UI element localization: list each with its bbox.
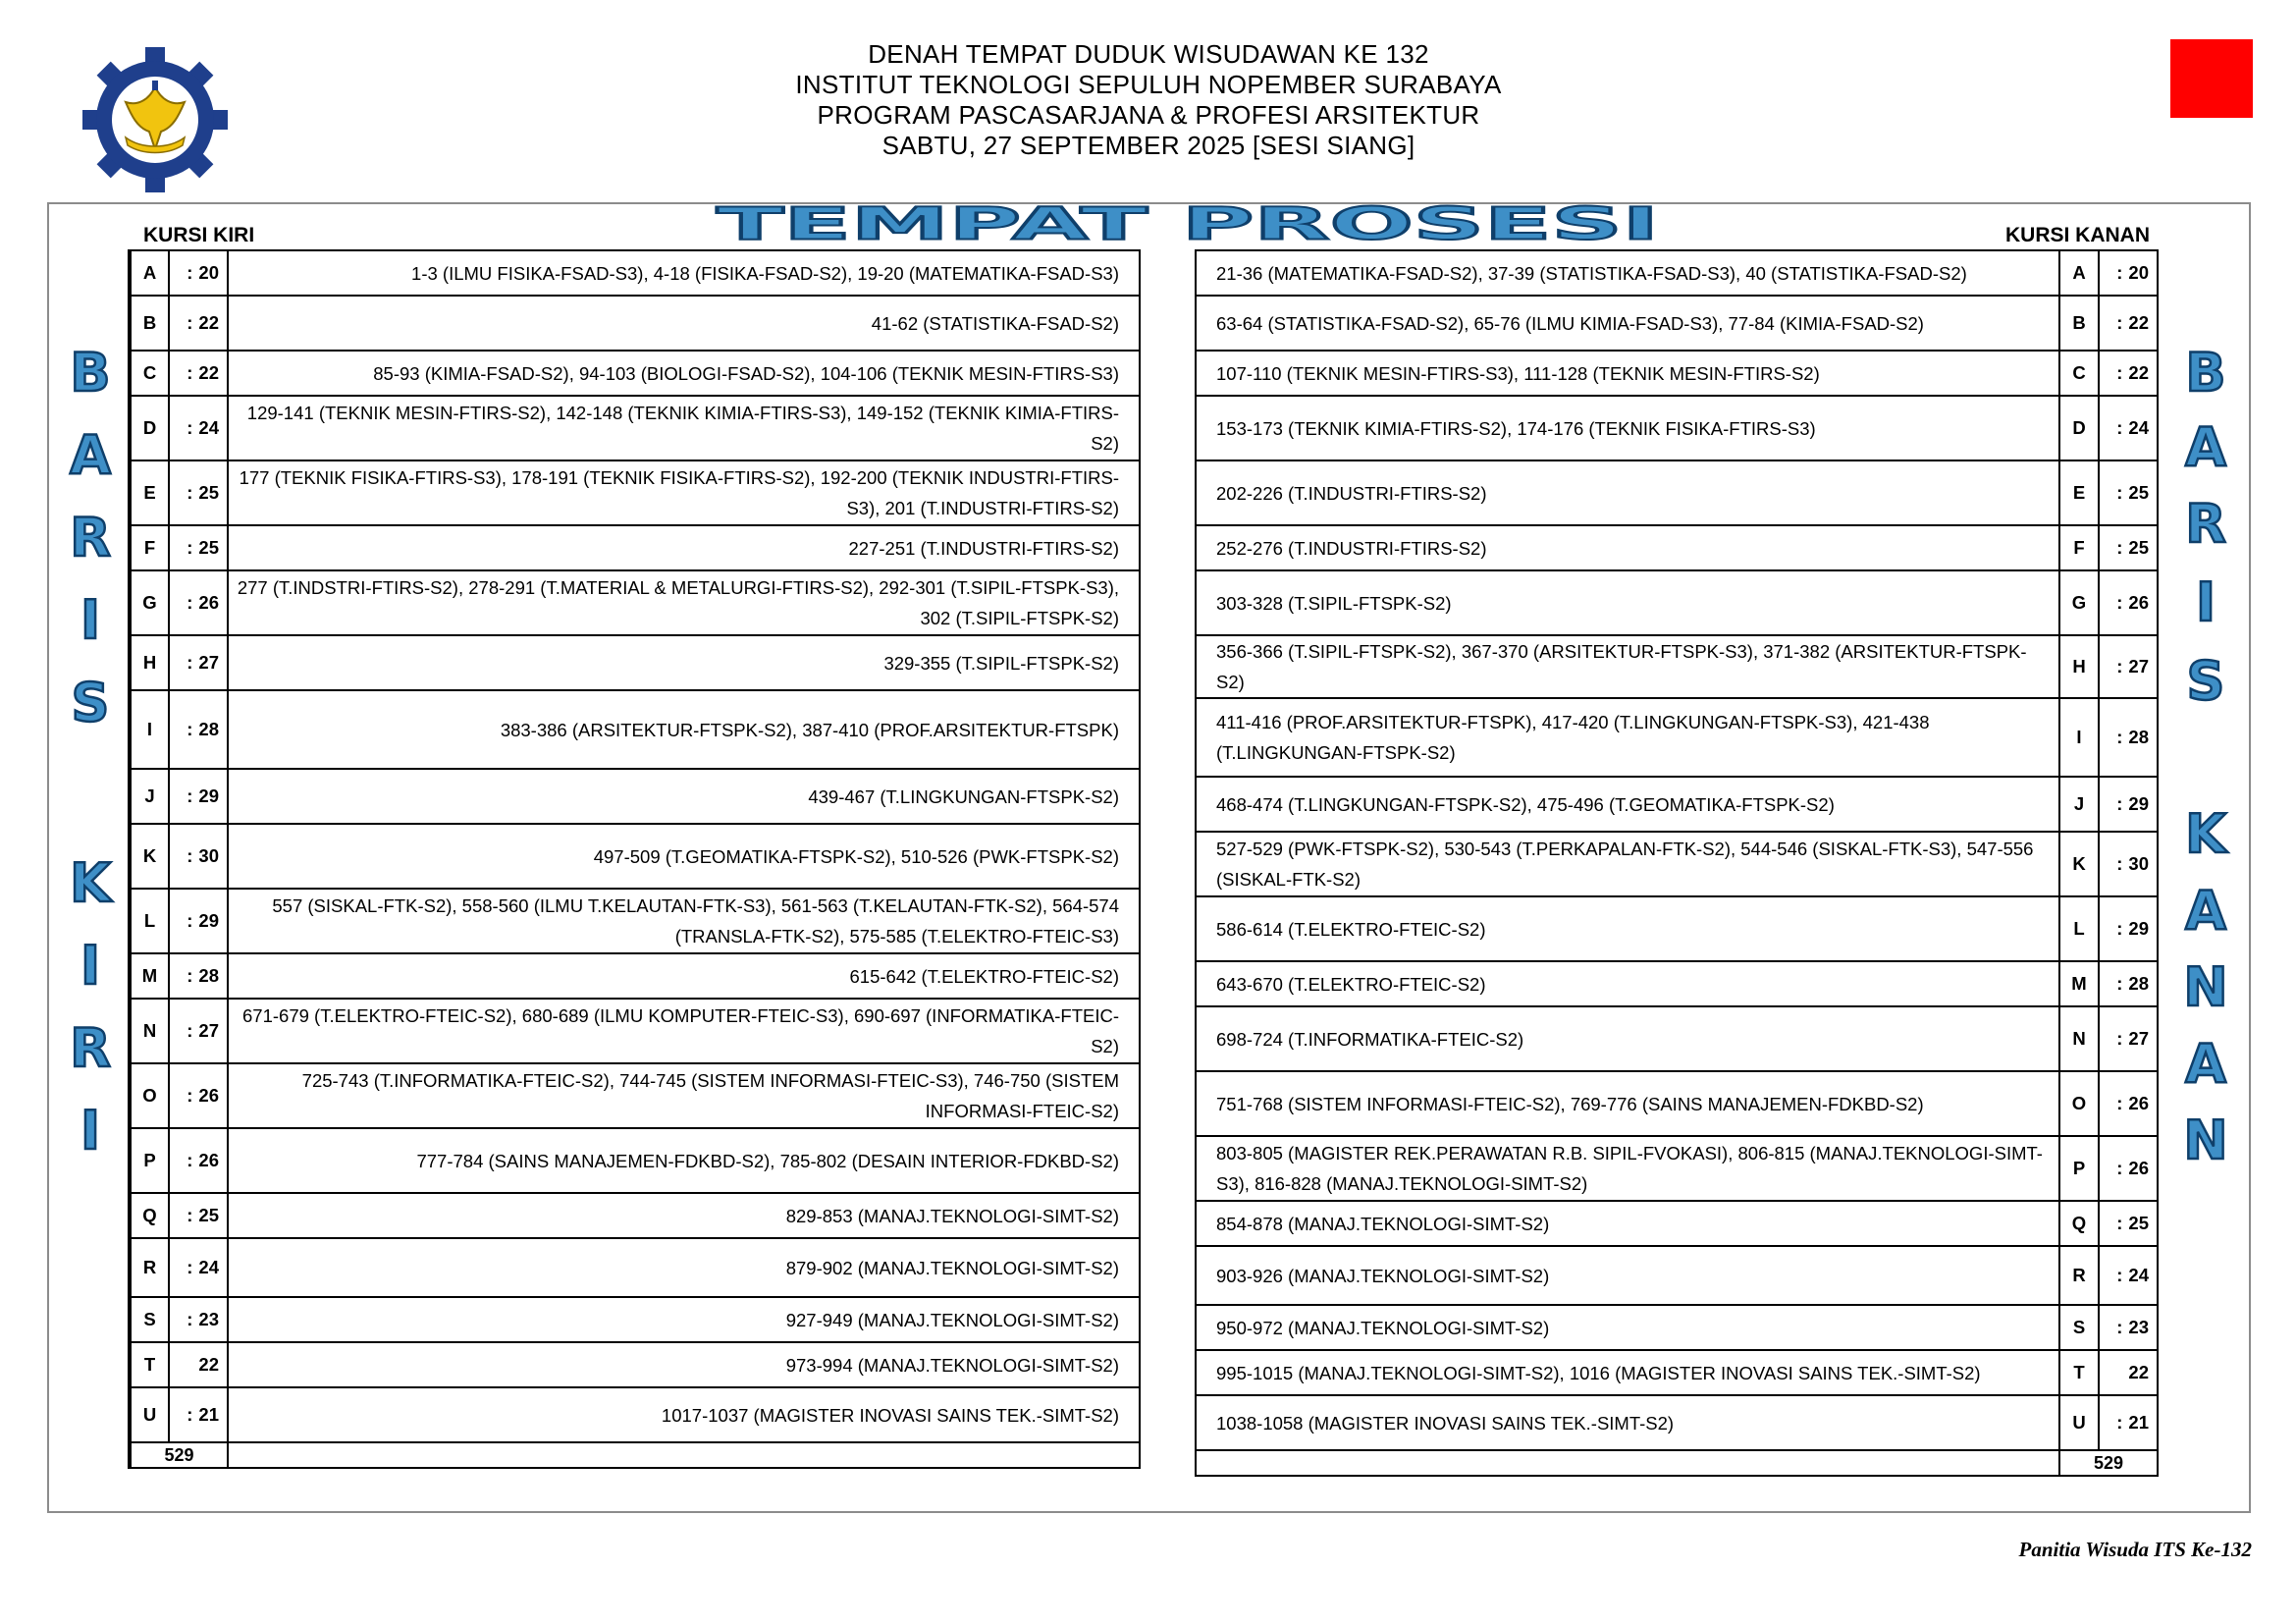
seat-row-i	[1196, 698, 2158, 777]
colon-separator: :	[187, 845, 193, 866]
seat-count-value: 28	[2128, 973, 2149, 994]
row-letter: Q	[2059, 1201, 2099, 1246]
row-seat-count	[2099, 1395, 2158, 1450]
seat-count-value: 29	[2128, 793, 2149, 814]
colon-separator: :	[187, 1309, 193, 1329]
seat-row-d	[1196, 396, 2158, 460]
row-seat-description: 698-724 (T.INFORMATIKA-FTEIC-S2)	[1196, 1006, 2059, 1071]
row-seat-description: 41-62 (STATISTIKA-FSAD-S2)	[228, 296, 1140, 351]
row-letter: F	[2059, 525, 2099, 570]
seat-row-a	[1196, 250, 2158, 296]
row-seat-count	[169, 824, 228, 889]
total-row	[1196, 1450, 2158, 1476]
row-seat-count	[169, 889, 228, 953]
vertical-letter: N	[2183, 956, 2228, 1018]
seat-row-t	[130, 1342, 1140, 1387]
row-letter: T	[130, 1342, 169, 1387]
row-seat-description: 829-853 (MANAJ.TEKNOLOGI-SIMT-S2)	[228, 1193, 1140, 1238]
its-logo-icon	[80, 45, 230, 194]
row-seat-description: 903-926 (MANAJ.TEKNOLOGI-SIMT-S2)	[1196, 1246, 2059, 1305]
seat-count-value: 22	[198, 362, 219, 383]
row-seat-count	[169, 999, 228, 1063]
seat-count-value: 28	[198, 965, 219, 986]
row-letter: G	[130, 570, 169, 635]
seat-count-value: 22	[2128, 312, 2149, 333]
colon-separator: :	[2116, 727, 2123, 747]
seat-row-q	[1196, 1201, 2158, 1246]
row-letter: K	[130, 824, 169, 889]
seat-row-n	[1196, 1006, 2158, 1071]
seat-count-value: 22	[2128, 362, 2149, 383]
row-seat-count	[2099, 1246, 2158, 1305]
row-seat-count	[2099, 896, 2158, 961]
seat-count-value: 23	[198, 1309, 219, 1329]
seat-row-g	[130, 570, 1140, 635]
row-seat-count	[169, 953, 228, 999]
row-seat-description: 383-386 (ARSITEKTUR-FTSPK-S2), 387-410 (PROF.ARSITEKTUR-FTSPK)	[228, 690, 1140, 769]
row-seat-description: 927-949 (MANAJ.TEKNOLOGI-SIMT-S2)	[228, 1297, 1140, 1342]
row-seat-description: 854-878 (MANAJ.TEKNOLOGI-SIMT-S2)	[1196, 1201, 2059, 1246]
seat-row-l	[130, 889, 1140, 953]
colon-separator: :	[2116, 656, 2123, 677]
colon-separator: :	[187, 482, 193, 503]
row-seat-description: 725-743 (T.INFORMATIKA-FTEIC-S2), 744-745 (SISTEM INFORMASI-FTEIC-S3), 746-750 (SISTEM INFORMASI-FTEIC-S2)	[228, 1063, 1140, 1128]
row-seat-count	[2099, 698, 2158, 777]
kursi-kiri-label: KURSI KIRI	[143, 224, 255, 246]
seat-count-value: 29	[198, 910, 219, 931]
seat-row-c	[1196, 351, 2158, 396]
seat-count-value: 26	[2128, 592, 2149, 613]
row-letter: C	[130, 351, 169, 396]
row-seat-description: 586-614 (T.ELEKTRO-FTEIC-S2)	[1196, 896, 2059, 961]
row-seat-count	[169, 1342, 228, 1387]
row-letter: U	[2059, 1395, 2099, 1450]
row-seat-description: 497-509 (T.GEOMATIKA-FTSPK-S2), 510-526 (PWK-FTSPK-S2)	[228, 824, 1140, 889]
vertical-letter: R	[70, 1017, 111, 1079]
colon-separator: :	[2116, 973, 2123, 994]
colon-separator: :	[2116, 592, 2123, 613]
colon-separator: :	[2116, 537, 2123, 558]
row-letter: G	[2059, 570, 2099, 635]
seat-row-q	[130, 1193, 1140, 1238]
total-row-empty-cell	[1196, 1450, 2059, 1476]
row-seat-description: 277 (T.INDSTRI-FTIRS-S2), 278-291 (T.MATERIAL & METALURGI-FTIRS-S2), 292-301 (T.SIPIL-FTSPK-S3), 302 (T.SIPIL-FTSPK-S2)	[228, 570, 1140, 635]
header-line-2: INSTITUT TEKNOLOGI SEPULUH NOPEMBER SURABAYA	[795, 70, 1502, 99]
row-seat-description: 1038-1058 (MAGISTER INOVASI SAINS TEK.-SIMT-S2)	[1196, 1395, 2059, 1450]
seat-count-value: 23	[2128, 1317, 2149, 1337]
vertical-letter: S	[2186, 650, 2225, 712]
colon-separator: :	[2116, 417, 2123, 438]
row-seat-count	[2099, 777, 2158, 832]
vertical-letter: K	[70, 852, 111, 914]
seat-row-o	[130, 1063, 1140, 1128]
row-letter: R	[130, 1238, 169, 1297]
colon-separator: :	[2116, 793, 2123, 814]
row-letter: U	[130, 1387, 169, 1442]
vertical-letter: I	[80, 589, 101, 651]
row-seat-count	[2099, 1136, 2158, 1201]
row-seat-count	[169, 250, 228, 296]
colon-separator: :	[187, 910, 193, 931]
seat-count-value: 24	[2128, 1265, 2149, 1285]
seat-row-m	[1196, 961, 2158, 1006]
vertical-letter: B	[2185, 342, 2226, 404]
seat-row-k	[130, 824, 1140, 889]
row-seat-description: 227-251 (T.INDUSTRI-FTIRS-S2)	[228, 525, 1140, 570]
colon-separator: :	[2116, 262, 2123, 283]
row-seat-count	[2099, 832, 2158, 896]
row-seat-count	[169, 1128, 228, 1193]
row-letter: M	[130, 953, 169, 999]
row-seat-description: 973-994 (MANAJ.TEKNOLOGI-SIMT-S2)	[228, 1342, 1140, 1387]
seat-count-value: 25	[2128, 482, 2149, 503]
row-seat-count	[2099, 460, 2158, 525]
seat-row-p	[130, 1128, 1140, 1193]
row-seat-count	[2099, 570, 2158, 635]
vertical-letter: B	[70, 342, 111, 404]
row-seat-description: 1-3 (ILMU FISIKA-FSAD-S3), 4-18 (FISIKA-FSAD-S2), 19-20 (MATEMATIKA-FSAD-S3)	[228, 250, 1140, 296]
colon-separator: :	[2116, 312, 2123, 333]
row-seat-count	[169, 460, 228, 525]
seat-row-r	[130, 1238, 1140, 1297]
colon-separator: :	[187, 362, 193, 383]
row-letter: J	[2059, 777, 2099, 832]
document-header	[550, 39, 1747, 161]
row-seat-description: 202-226 (T.INDUSTRI-FTIRS-S2)	[1196, 460, 2059, 525]
red-marker-square	[2170, 39, 2253, 118]
seat-count-value: 24	[198, 1257, 219, 1277]
row-seat-count	[169, 1297, 228, 1342]
total-seat-count: 529	[130, 1442, 228, 1468]
colon-separator: :	[2116, 1028, 2123, 1049]
row-letter: F	[130, 525, 169, 570]
row-letter: J	[130, 769, 169, 824]
row-letter: S	[2059, 1305, 2099, 1350]
seat-row-f	[130, 525, 1140, 570]
seat-row-j	[1196, 777, 2158, 832]
row-letter: S	[130, 1297, 169, 1342]
row-seat-description: 411-416 (PROF.ARSITEKTUR-FTSPK), 417-420 (T.LINGKUNGAN-FTSPK-S3), 421-438 (T.LINGKUNGAN-FTSPK-S2)	[1196, 698, 2059, 777]
seat-row-e	[130, 460, 1140, 525]
row-seat-count	[169, 296, 228, 351]
row-seat-count	[2099, 1305, 2158, 1350]
row-seat-count	[169, 1387, 228, 1442]
colon-separator: :	[2116, 918, 2123, 939]
row-seat-description: 803-805 (MAGISTER REK.PERAWATAN R.B. SIPIL-FVOKASI), 806-815 (MANAJ.TEKNOLOGI-SIMT-S3), 816-828 (MANAJ.TEKNOLOGI-SIMT-S2)	[1196, 1136, 2059, 1201]
row-seat-count	[2099, 1006, 2158, 1071]
seat-count-value: 21	[2128, 1412, 2149, 1433]
seat-count-value: 26	[2128, 1158, 2149, 1178]
row-seat-description: 107-110 (TEKNIK MESIN-FTIRS-S3), 111-128 (TEKNIK MESIN-FTIRS-S2)	[1196, 351, 2059, 396]
seat-count-value: 29	[198, 785, 219, 806]
row-seat-count	[2099, 1201, 2158, 1246]
row-seat-count	[169, 1063, 228, 1128]
row-letter: M	[2059, 961, 2099, 1006]
seat-row-b	[1196, 296, 2158, 351]
seat-count-value: 25	[2128, 537, 2149, 558]
vertical-letter: N	[2183, 1110, 2228, 1171]
seat-row-o	[1196, 1071, 2158, 1136]
seat-count-value: 24	[198, 417, 219, 438]
seat-row-p	[1196, 1136, 2158, 1201]
row-seat-description: 63-64 (STATISTIKA-FSAD-S2), 65-76 (ILMU KIMIA-FSAD-S3), 77-84 (KIMIA-FSAD-S2)	[1196, 296, 2059, 351]
seat-count-value: 25	[198, 482, 219, 503]
seat-row-h	[1196, 635, 2158, 698]
row-seat-description: 995-1015 (MANAJ.TEKNOLOGI-SIMT-S2), 1016 (MAGISTER INOVASI SAINS TEK.-SIMT-S2)	[1196, 1350, 2059, 1395]
seat-count-value: 20	[198, 262, 219, 283]
row-seat-count	[2099, 1350, 2158, 1395]
total-row	[130, 1442, 1140, 1468]
seat-count-value: 29	[2128, 918, 2149, 939]
colon-separator: :	[2116, 482, 2123, 503]
row-letter: I	[2059, 698, 2099, 777]
seat-count-value: 30	[2128, 853, 2149, 874]
seat-count-value: 25	[2128, 1213, 2149, 1233]
row-seat-count	[169, 570, 228, 635]
colon-separator: :	[187, 652, 193, 673]
row-letter: N	[2059, 1006, 2099, 1071]
colon-separator: :	[2116, 1265, 2123, 1285]
row-letter: L	[130, 889, 169, 953]
row-letter: P	[2059, 1136, 2099, 1201]
row-letter: E	[2059, 460, 2099, 525]
seat-count-value: 26	[198, 1085, 219, 1106]
colon-separator: :	[187, 785, 193, 806]
row-seat-description: 129-141 (TEKNIK MESIN-FTIRS-S2), 142-148 (TEKNIK KIMIA-FTIRS-S3), 149-152 (TEKNIK KIMIA-FTIRS-S2)	[228, 396, 1140, 460]
seat-count-value: 26	[198, 592, 219, 613]
seat-row-l	[1196, 896, 2158, 961]
row-seat-count	[2099, 635, 2158, 698]
row-seat-description: 879-902 (MANAJ.TEKNOLOGI-SIMT-S2)	[228, 1238, 1140, 1297]
colon-separator: :	[187, 312, 193, 333]
seat-count-value: 27	[198, 1020, 219, 1041]
seat-row-e	[1196, 460, 2158, 525]
colon-separator: :	[187, 1150, 193, 1170]
row-letter: Q	[130, 1193, 169, 1238]
colon-separator: :	[187, 1404, 193, 1425]
row-seat-description: 527-529 (PWK-FTSPK-S2), 530-543 (T.PERKAPALAN-FTK-S2), 544-546 (SISKAL-FTK-S3), 547-556 (SISKAL-FTK-S2)	[1196, 832, 2059, 896]
vertical-letter: R	[2185, 493, 2226, 555]
row-letter: P	[130, 1128, 169, 1193]
row-letter: B	[130, 296, 169, 351]
seat-count-value: 28	[198, 719, 219, 739]
row-seat-description: 252-276 (T.INDUSTRI-FTIRS-S2)	[1196, 525, 2059, 570]
seat-row-r	[1196, 1246, 2158, 1305]
row-seat-description: 177 (TEKNIK FISIKA-FTIRS-S3), 178-191 (TEKNIK FISIKA-FTIRS-S2), 192-200 (TEKNIK INDUSTRI-FTIRS-S3), 201 (T.INDUSTRI-FTIRS-S2)	[228, 460, 1140, 525]
row-seat-count	[169, 690, 228, 769]
seat-count-value: 22	[198, 1354, 219, 1375]
seat-row-d	[130, 396, 1140, 460]
seat-row-c	[130, 351, 1140, 396]
seat-row-t	[1196, 1350, 2158, 1395]
seat-row-u	[130, 1387, 1140, 1442]
seat-count-value: 26	[2128, 1093, 2149, 1113]
seat-row-s	[1196, 1305, 2158, 1350]
colon-separator: :	[2116, 1317, 2123, 1337]
row-letter: C	[2059, 351, 2099, 396]
header-line-1: DENAH TEMPAT DUDUK WISUDAWAN KE 132	[868, 39, 1429, 69]
row-letter: N	[130, 999, 169, 1063]
row-seat-count	[2099, 961, 2158, 1006]
seat-count-value: 27	[2128, 1028, 2149, 1049]
tempat-prosesi-text: TEMPAT PROSESI	[717, 198, 1659, 250]
left-seating-table	[128, 249, 1141, 1469]
colon-separator: :	[187, 262, 193, 283]
vertical-letter: A	[2185, 880, 2226, 942]
row-seat-description: 615-642 (T.ELEKTRO-FTEIC-S2)	[228, 953, 1140, 999]
row-seat-count	[2099, 250, 2158, 296]
seat-row-b	[130, 296, 1140, 351]
colon-separator: :	[2116, 853, 2123, 874]
colon-separator: :	[187, 1205, 193, 1225]
vertical-letter: I	[80, 1100, 101, 1162]
seat-row-k	[1196, 832, 2158, 896]
row-seat-count	[169, 769, 228, 824]
colon-separator: :	[2116, 1158, 2123, 1178]
seat-count-value: 20	[2128, 262, 2149, 283]
row-letter: A	[130, 250, 169, 296]
row-letter: A	[2059, 250, 2099, 296]
row-seat-description: 671-679 (T.ELEKTRO-FTEIC-S2), 680-689 (ILMU KOMPUTER-FTEIC-S3), 690-697 (INFORMATIKA-FTEIC-S2)	[228, 999, 1140, 1063]
row-seat-count	[169, 635, 228, 690]
row-seat-description: 643-670 (T.ELEKTRO-FTEIC-S2)	[1196, 961, 2059, 1006]
vertical-letter: I	[80, 935, 101, 997]
seat-row-g	[1196, 570, 2158, 635]
row-seat-count	[2099, 296, 2158, 351]
seat-count-value: 30	[198, 845, 219, 866]
row-letter: K	[2059, 832, 2099, 896]
seat-count-value: 27	[198, 652, 219, 673]
row-letter: H	[130, 635, 169, 690]
row-seat-description: 557 (SISKAL-FTK-S2), 558-560 (ILMU T.KELAUTAN-FTK-S3), 561-563 (T.KELAUTAN-FTK-S2), 564-574 (TRANSLA-FTK-S2), 575-585 (T.ELEKTRO-FTEIC-S3)	[228, 889, 1140, 953]
row-letter: O	[130, 1063, 169, 1128]
vertical-letter: K	[2185, 803, 2226, 865]
header-line-3: PROGRAM PASCASARJANA & PROFESI ARSITEKTUR	[817, 100, 1480, 130]
row-letter: D	[130, 396, 169, 460]
total-seat-count: 529	[2059, 1450, 2158, 1476]
row-seat-description: 950-972 (MANAJ.TEKNOLOGI-SIMT-S2)	[1196, 1305, 2059, 1350]
row-letter: T	[2059, 1350, 2099, 1395]
colon-separator: :	[187, 592, 193, 613]
row-letter: L	[2059, 896, 2099, 961]
row-seat-description: 329-355 (T.SIPIL-FTSPK-S2)	[228, 635, 1140, 690]
row-seat-count	[2099, 351, 2158, 396]
seat-count-value: 26	[198, 1150, 219, 1170]
row-seat-description: 153-173 (TEKNIK KIMIA-FTIRS-S2), 174-176 (TEKNIK FISIKA-FTIRS-S3)	[1196, 396, 2059, 460]
seat-row-a	[130, 250, 1140, 296]
seat-count-value: 22	[2128, 1362, 2149, 1382]
colon-separator: :	[2116, 1412, 2123, 1433]
seat-row-u	[1196, 1395, 2158, 1450]
row-seat-count	[169, 1238, 228, 1297]
row-letter: I	[130, 690, 169, 769]
vertical-letter: A	[2185, 1033, 2226, 1095]
colon-separator: :	[2116, 1093, 2123, 1113]
row-seat-description: 356-366 (T.SIPIL-FTSPK-S2), 367-370 (ARSITEKTUR-FTSPK-S3), 371-382 (ARSITEKTUR-FTSPK-S2)	[1196, 635, 2059, 698]
seat-row-m	[130, 953, 1140, 999]
row-letter: O	[2059, 1071, 2099, 1136]
seat-row-h	[130, 635, 1140, 690]
colon-separator: :	[187, 719, 193, 739]
vertical-letter: A	[70, 424, 111, 486]
colon-separator: :	[187, 965, 193, 986]
seat-count-value: 28	[2128, 727, 2149, 747]
footer-signature: Panitia Wisuda ITS Ke-132	[2018, 1538, 2252, 1561]
row-letter: E	[130, 460, 169, 525]
colon-separator: :	[187, 1020, 193, 1041]
row-letter: B	[2059, 296, 2099, 351]
row-seat-count	[2099, 525, 2158, 570]
colon-separator: :	[2116, 1213, 2123, 1233]
row-seat-description: 21-36 (MATEMATIKA-FSAD-S2), 37-39 (STATISTIKA-FSAD-S3), 40 (STATISTIKA-FSAD-S2)	[1196, 250, 2059, 296]
seat-row-n	[130, 999, 1140, 1063]
row-seat-description: 751-768 (SISTEM INFORMASI-FTEIC-S2), 769-776 (SAINS MANAJEMEN-FDKBD-S2)	[1196, 1071, 2059, 1136]
vertical-letter: I	[2195, 571, 2216, 633]
seat-row-f	[1196, 525, 2158, 570]
row-seat-count	[2099, 1071, 2158, 1136]
vertical-letter: R	[70, 507, 111, 568]
row-seat-count	[169, 351, 228, 396]
row-seat-description: 439-467 (T.LINGKUNGAN-FTSPK-S2)	[228, 769, 1140, 824]
row-seat-description: 1017-1037 (MAGISTER INOVASI SAINS TEK.-SIMT-S2)	[228, 1387, 1140, 1442]
row-letter: R	[2059, 1246, 2099, 1305]
row-seat-count	[169, 396, 228, 460]
seat-count-value: 27	[2128, 656, 2149, 677]
seat-count-value: 24	[2128, 417, 2149, 438]
colon-separator: :	[187, 1085, 193, 1106]
row-seat-description: 777-784 (SAINS MANAJEMEN-FDKBD-S2), 785-802 (DESAIN INTERIOR-FDKBD-S2)	[228, 1128, 1140, 1193]
colon-separator: :	[2116, 362, 2123, 383]
row-letter: D	[2059, 396, 2099, 460]
row-letter: H	[2059, 635, 2099, 698]
row-seat-description: 303-328 (T.SIPIL-FTSPK-S2)	[1196, 570, 2059, 635]
row-seat-count	[169, 1193, 228, 1238]
tempat-prosesi-title	[707, 196, 1669, 253]
seat-row-i	[130, 690, 1140, 769]
right-seating-table	[1195, 249, 2159, 1477]
row-seat-count	[2099, 396, 2158, 460]
header-line-4: SABTU, 27 SEPTEMBER 2025 [SESI SIANG]	[881, 131, 1415, 160]
total-row-empty-cell	[228, 1442, 1140, 1468]
seat-count-value: 22	[198, 312, 219, 333]
colon-separator: :	[187, 537, 193, 558]
seat-count-value: 25	[198, 1205, 219, 1225]
vertical-letter: S	[71, 672, 110, 733]
row-seat-count	[169, 525, 228, 570]
colon-separator: :	[187, 1257, 193, 1277]
row-seat-description: 85-93 (KIMIA-FSAD-S2), 94-103 (BIOLOGI-FSAD-S2), 104-106 (TEKNIK MESIN-FTIRS-S3)	[228, 351, 1140, 396]
seat-count-value: 25	[198, 537, 219, 558]
kursi-kanan-label: KURSI KANAN	[2005, 224, 2150, 246]
seat-row-j	[130, 769, 1140, 824]
seat-row-s	[130, 1297, 1140, 1342]
vertical-letter: A	[2185, 416, 2226, 478]
row-seat-description: 468-474 (T.LINGKUNGAN-FTSPK-S2), 475-496 (T.GEOMATIKA-FTSPK-S2)	[1196, 777, 2059, 832]
colon-separator: :	[187, 417, 193, 438]
seat-count-value: 21	[198, 1404, 219, 1425]
